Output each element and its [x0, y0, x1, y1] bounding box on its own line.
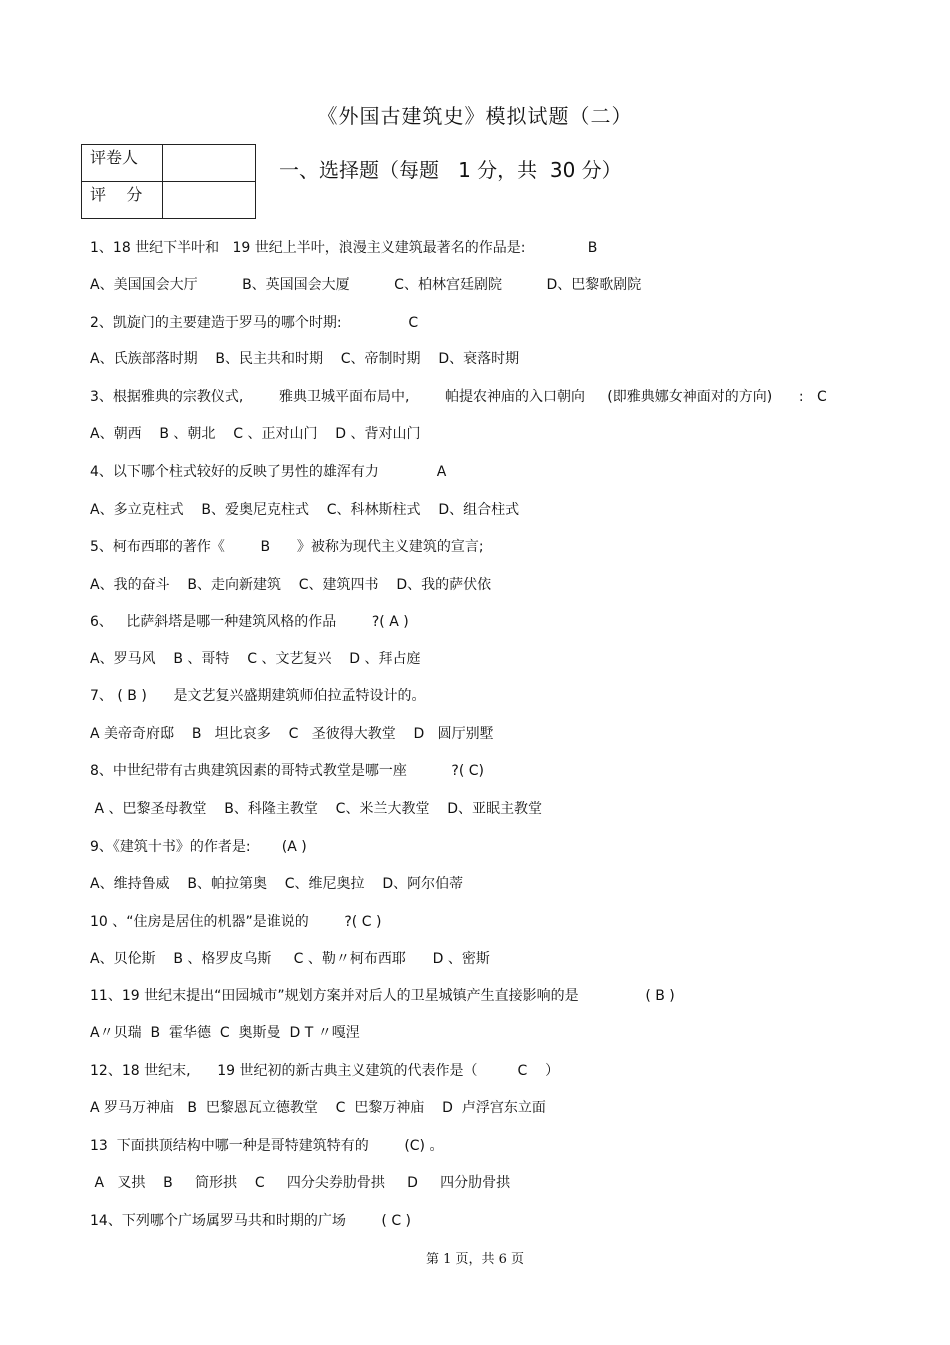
score-table-row: [82, 182, 256, 219]
grader-label: 评卷人: [82, 145, 163, 182]
section-title: 一、选择题（每题 1 分，共 30 分）: [279, 158, 622, 182]
question-stem: 7、 ( B ) 是文艺复兴盛期建筑师伯拉孟特设计的。: [90, 688, 426, 704]
grader-cell: [163, 145, 256, 182]
question-options: A 美帝奇府邸 B 坦比哀多 C 圣彼得大教堂 D 圆厅别墅: [90, 726, 494, 742]
question-options: A、朝西 B 、朝北 C 、正对山门 D 、背对山门: [90, 426, 421, 442]
question-options: A〃贝瑞 B 霍华德 C 奥斯曼 D T 〃嘎涅: [90, 1025, 360, 1041]
question-stem: 12、18 世纪末, 19 世纪初的新古典主义建筑的代表作是（ C ）: [90, 1063, 560, 1079]
score-cell: [163, 182, 256, 219]
score-table-row: [82, 145, 256, 182]
page-title: 《外国古建筑史》模拟试题（二）: [317, 104, 633, 128]
question-options: A、维持鲁威 B、帕拉第奥 C、维尼奥拉 D、阿尔伯蒂: [90, 876, 464, 892]
question-options: A 叉拱 B 筒形拱 C 四分尖券肋骨拱 D 四分肋骨拱: [90, 1175, 511, 1191]
question-options: A、贝伦斯 B 、格罗皮乌斯 C 、勒〃柯布西耶 D 、密斯: [90, 951, 490, 967]
question-stem: 10 、“住房是居住的机器”是谁说的 ?( C ): [90, 914, 382, 930]
question-options: A、氏族部落时期 B、民主共和时期 C、帝制时期 D、衰落时期: [90, 351, 520, 367]
question-options: A、我的奋斗 B、走向新建筑 C、建筑四书 D、我的萨伏依: [90, 577, 492, 593]
question-stem: 4、以下哪个柱式较好的反映了男性的雄浑有力 A: [90, 464, 447, 480]
question-stem: 1、18 世纪下半叶和 19 世纪上半叶，浪漫主义建筑最著名的作品是: B: [90, 240, 598, 256]
question-options: A 、巴黎圣母教堂 B、科隆主教堂 C、米兰大教堂 D、亚眠主教堂: [90, 801, 543, 817]
question-stem: 5、柯布西耶的著作《 B 》被称为现代主义建筑的宣言;: [90, 539, 484, 555]
question-stem: 3、根据雅典的宗教仪式, 雅典卫城平面布局中, 帕提农神庙的入口朝向 (即雅典娜女神面对的方向) : C: [90, 389, 827, 405]
question-stem: 2、凯旋门的主要建造于罗马的哪个时期: C: [90, 315, 419, 331]
score-label: 评 分: [82, 182, 163, 219]
question-stem: 14、下列哪个广场属罗马共和时期的广场 ( C ): [90, 1213, 412, 1229]
question-options: A、美国国会大厅 B、英国国会大厦 C、柏林宫廷剧院 D、巴黎歌剧院: [90, 277, 642, 293]
question-stem: 13 下面拱顶结构中哪一种是哥特建筑特有的 (C) 。: [90, 1138, 444, 1154]
question-options: A、罗马风 B 、哥特 C 、文艺复兴 D 、拜占庭: [90, 651, 421, 667]
score-table: [81, 144, 256, 219]
question-stem: 9、《建筑十书》的作者是: (A ): [90, 839, 307, 855]
question-stem: 11、19 世纪末提出“田园城市”规划方案并对后人的卫星城镇产生直接影响的是 ( B ): [90, 988, 675, 1004]
question-options: A、多立克柱式 B、爱奥尼克柱式 C、科林斯柱式 D、组合柱式: [90, 502, 520, 518]
page-footer: 第 1 页，共 6 页: [425, 1252, 525, 1267]
question-options: A 罗马万神庙 B 巴黎恩瓦立德教堂 C 巴黎万神庙 D 卢浮宫东立面: [90, 1100, 546, 1116]
question-stem: 8、中世纪带有古典建筑因素的哥特式教堂是哪一座 ?( C): [90, 763, 484, 779]
question-stem: 6、 比萨斜塔是哪一种建筑风格的作品 ?( A ): [90, 614, 409, 630]
